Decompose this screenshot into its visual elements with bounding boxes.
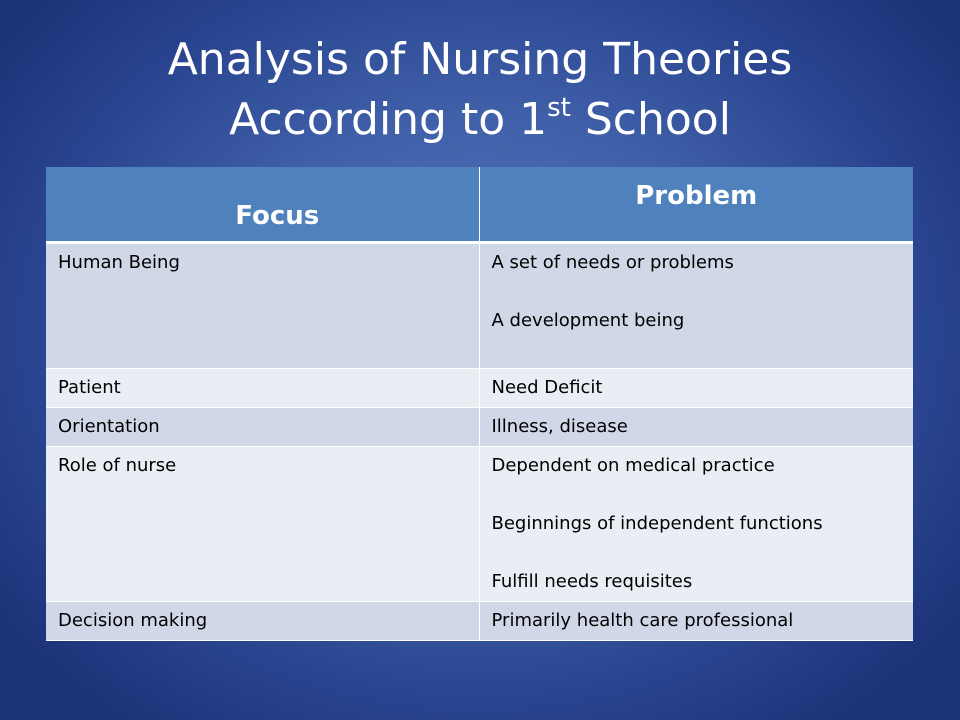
problem-line: Fulfill needs requisites <box>491 571 693 592</box>
problem-cell <box>479 243 913 369</box>
problem-cell <box>479 369 913 408</box>
table-row <box>46 369 913 408</box>
title-line-2 <box>0 90 960 150</box>
title-superscript: st <box>547 93 571 123</box>
focus-label: Patient <box>58 377 121 398</box>
table-header-row <box>46 167 913 243</box>
focus-cell <box>46 602 479 641</box>
focus-cell <box>46 243 479 369</box>
title-line-1: Analysis of Nursing Theories <box>167 34 793 85</box>
table-row <box>46 602 913 641</box>
problem-cell <box>479 602 913 641</box>
focus-cell <box>46 369 479 408</box>
focus-label: Decision making <box>58 610 208 631</box>
problem-line: Illness, disease <box>491 416 628 437</box>
slide-title <box>0 30 960 150</box>
focus-cell <box>46 408 479 447</box>
focus-label: Role of nurse <box>58 455 177 476</box>
header-focus: Focus <box>46 167 479 243</box>
focus-label: Human Being <box>58 252 180 273</box>
problem-cell <box>479 447 913 602</box>
focus-cell <box>46 447 479 602</box>
problem-line: A set of needs or problems <box>491 252 734 273</box>
problem-cell <box>479 408 913 447</box>
table-row <box>46 243 913 369</box>
problem-line: Primarily health care professional <box>491 610 794 631</box>
header-problem: Problem <box>479 167 913 243</box>
focus-label: Orientation <box>58 416 160 437</box>
problem-line: Need Deficit <box>491 377 603 398</box>
table-row <box>46 447 913 602</box>
title-line-2-text: According to 1 <box>229 94 548 145</box>
problem-line: Dependent on medical practice <box>491 455 775 476</box>
problem-line: Beginnings of independent functions <box>491 513 823 534</box>
theory-table <box>46 167 913 641</box>
problem-line: A development being <box>491 310 685 331</box>
title-line-2-end: School <box>570 94 731 145</box>
table-row <box>46 408 913 447</box>
